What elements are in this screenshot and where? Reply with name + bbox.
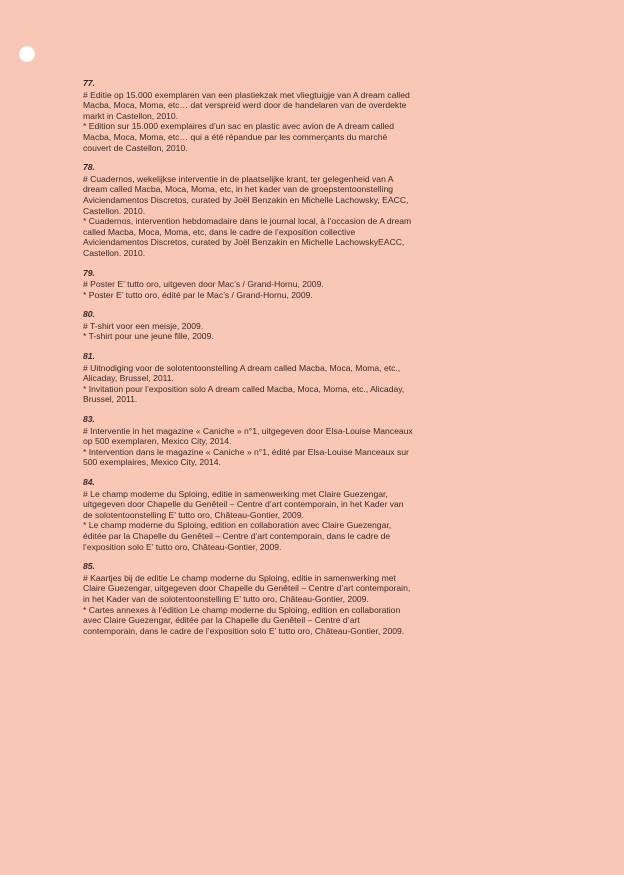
entry-text-line: Macba, Moca, Moma, etc… dat verspreid werd door de handelaren van de overdekte <box>83 100 407 111</box>
entry-text-line: * T-shirt pour une jeune fille, 2009. <box>83 331 214 342</box>
entry-number: 85. <box>83 561 95 572</box>
entry-text-line: couvert de Castellon, 2010. <box>83 142 188 153</box>
entry-text-line: # Interventie in het magazine « Caniche » n°1, uitgegeven door Elsa-Louise Manceaux <box>83 425 413 436</box>
entry-text-line: * Cartes annexes à l’édition Le champ moderne du Sploing, edition en collaboration <box>83 604 401 615</box>
entry-80 <box>83 309 523 342</box>
entry-number: 83. <box>83 414 95 425</box>
entry-text-line: l’exposition solo E’ tutto oro, Château-Gontier, 2009. <box>83 541 282 552</box>
entry-84 <box>83 477 523 552</box>
entry-79 <box>83 268 523 301</box>
entry-text-line: # Kaartjes bij de editie Le champ moderne du Sploing, editie in samenwerking met <box>83 572 396 583</box>
entry-text-line: called Macba, Moca, Moma, etc, dans le cadre de l’exposition collective <box>83 226 356 237</box>
punch-hole <box>19 46 35 62</box>
entry-text-line: Macba, Moca, Moma, etc… qui a été répandue par les commerçants du marché <box>83 131 388 142</box>
entry-text-line: # Poster E’ tutto oro, uitgeven door Mac’s / Grand-Hornu, 2009. <box>83 279 324 290</box>
entry-text-line: uitgegeven door Chapelle du Genêteil – Centre d’art contemporain, in het Kader van <box>83 499 404 510</box>
entry-text-line: avec Claire Guezengar, éditée par la Chapelle du Genêteil – Centre d’art <box>83 615 360 626</box>
entry-text-line: Castellon. 2010. <box>83 247 146 258</box>
entry-text-line: Aviciendamentos Discretos, curated by Joël Benzakin en Michelle Lachowsky, EACC, <box>83 194 409 205</box>
entry-number: 79. <box>83 267 95 278</box>
entry-number: 80. <box>83 309 95 320</box>
entry-text-line: 500 exemplaires, Mexico City, 2014. <box>83 457 221 468</box>
entry-text-line: * Intervention dans le magazine « Caniche » n°1, édité par Elsa-Louise Manceaux sur <box>83 446 409 457</box>
entry-text-line: Castellon. 2010. <box>83 205 146 216</box>
entry-text-line: de solotentoonstelling E’ tutto oro, Château-Gontier, 2009. <box>83 509 304 520</box>
entry-text-line: Aviciendamentos Discretos, curated by Joël Benzakin en Michelle LachowskyEACC, <box>83 237 405 248</box>
entry-text-line: in het Kader van de solotentoonstelling E’ tutto oro, Château-Gontier, 2009. <box>83 593 369 604</box>
entry-85 <box>83 561 523 636</box>
entry-text-line: * Edition sur 15.000 exemplaires d’un sac en plastic avec avion de A dream called <box>83 121 394 132</box>
entry-text-line: éditée par la Chapelle du Genêteil – Centre d’art contemporain, dans le cadre de <box>83 530 391 541</box>
entry-text-line: # T-shirt voor een meisje, 2009. <box>83 320 204 331</box>
entry-number: 78. <box>83 162 95 173</box>
entry-text-line: * Invitation pour l’exposition solo A dream called Macba, Moca, Moma, etc., Alicaday, <box>83 383 405 394</box>
entry-text-line: Claire Guezengar, uitgegeven door Chapelle du Genêteil – Centre d’art contemporain, <box>83 583 411 594</box>
entry-text-line: markt in Castellon, 2010. <box>83 110 179 121</box>
entry-77 <box>83 78 523 153</box>
entry-number: 84. <box>83 477 95 487</box>
entry-number: 81. <box>83 351 95 362</box>
entry-78 <box>83 162 523 258</box>
entry-text-line: op 500 exemplaren, Mexico City, 2014. <box>83 436 232 447</box>
document-body <box>83 78 523 645</box>
entry-text-line: # Uitnodiging voor de solotentoonstelling A dream called Macba, Moca, Moma, etc., <box>83 362 401 373</box>
entry-text-line: Alicaday, Brussel, 2011. <box>83 373 174 384</box>
entry-text-line: contemporain, dans le cadre de l’exposition solo E’ tutto oro, Château-Gontier, 2009. <box>83 625 405 636</box>
entry-text-line: # Cuadernos, wekelijkse interventie in de plaatselijke krant, ter gelegenheid van A <box>83 173 394 184</box>
entry-text-line: # Editie op 15.000 exemplaren van een plastiekzak met vliegtuigje van A dream called <box>83 89 410 100</box>
entry-number: 77. <box>83 78 95 88</box>
entry-text-line: * Poster E’ tutto oro, édité par le Mac’s / Grand-Hornu, 2009. <box>83 289 313 300</box>
entry-text-line: dream called Macba, Moca, Moma, etc, in het kader van de groepstentoonstelling <box>83 184 394 195</box>
entry-text-line: * Cuadernos, intervention hebdomadaire dans le journal local, à l’occasion de A dream <box>83 216 412 227</box>
entry-83 <box>83 414 523 468</box>
entry-text-line: # Le champ moderne du Sploing, editie in samenwerking met Claire Guezengar, <box>83 488 388 499</box>
entry-81 <box>83 351 523 405</box>
entry-text-line: * Le champ moderne du Sploing, edition en collaboration avec Claire Guezengar, <box>83 520 392 531</box>
entry-text-line: Brussel, 2011. <box>83 394 138 405</box>
